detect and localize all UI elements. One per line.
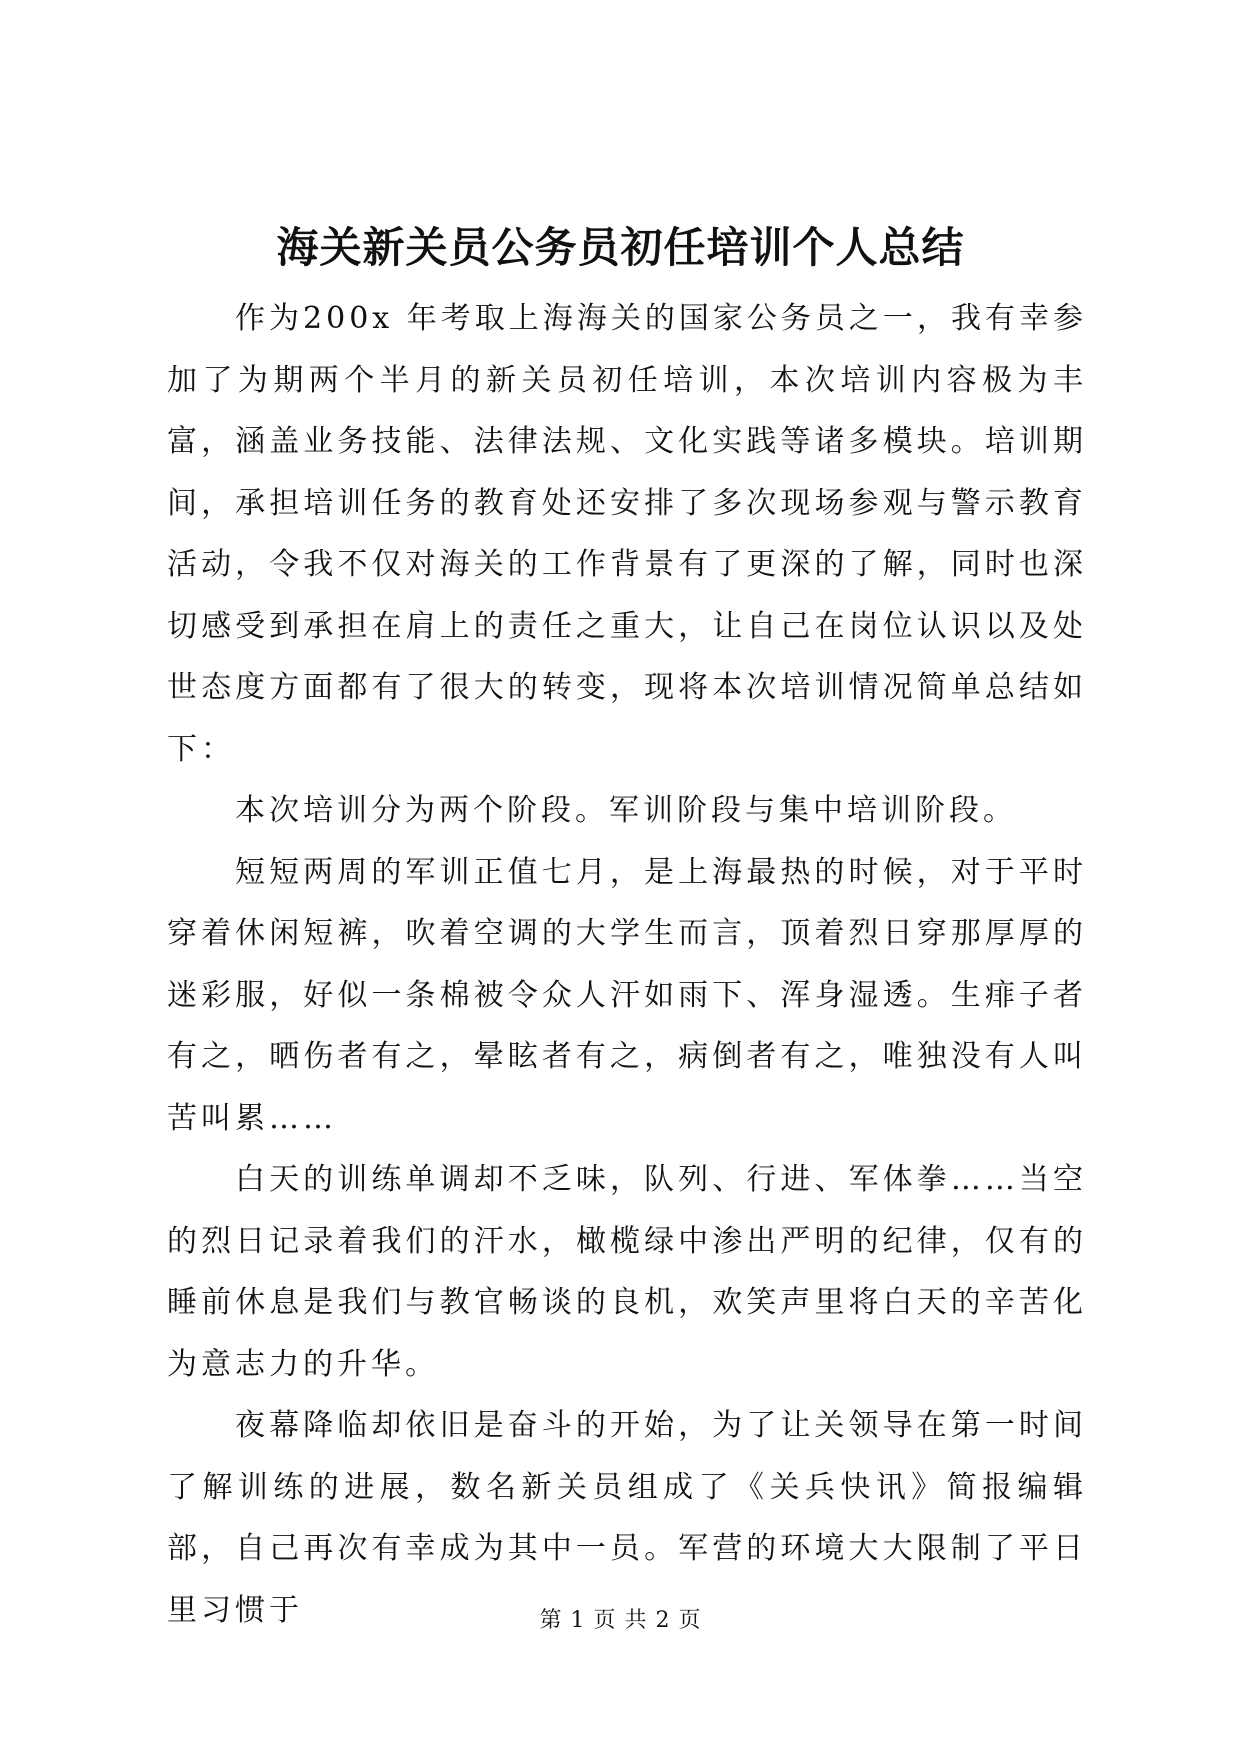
document-title: 海关新关员公务员初任培训个人总结 bbox=[276, 223, 965, 272]
document-body bbox=[167, 288, 1087, 1641]
paragraph-stages: 本次培训分为两个阶段。军训阶段与集中培训阶段。 bbox=[235, 793, 1017, 828]
paragraph-night-work: 夜幕降临却依旧是奋斗的开始，为了让关领导在第一时间了解训练的进展，数名新关员组成了《关兵快讯》简报编辑部，自己再次有幸成为其中一员。军营的环境大大限制了平日里习惯于 bbox=[167, 1408, 1087, 1628]
paragraph-daytime-training: 白天的训练单调却不乏味，队列、行进、军体拳……当空的烈日记录着我们的汗水，橄榄绿中渗出严明的纪律，仅有的睡前休息是我们与教官畅谈的良机，欢笑声里将白天的辛苦化为意志力的升华。 bbox=[167, 1162, 1087, 1382]
paragraph-military-training: 短短两周的军训正值七月，是上海最热的时候，对于平时穿着休闲短裤，吹着空调的大学生而言，顶着烈日穿那厚厚的迷彩服，好似一条棉被令众人汗如雨下、浑身湿透。生痱子者有之，晒伤者有之，晕眩者有之，病倒者有之，唯独没有人叫苦叫累…… bbox=[167, 854, 1087, 1136]
page-number: 第 1 页 共 2 页 bbox=[539, 1608, 702, 1633]
paragraph-intro: 作为200x 年考取上海海关的国家公务员之一，我有幸参加了为期两个半月的新关员初任培训，本次培训内容极为丰富，涵盖业务技能、法律法规、文化实践等诸多模块。培训期间，承担培训任务的教育处还安排了多次现场参观与警示教育活动，令我不仅对海关的工作背景有了更深的了解，同时也深切感受到承担在肩上的责任之重大，让自己在岗位认识以及处世态度方面都有了很大的转变，现将本次培训情况简单总结如下： bbox=[167, 301, 1087, 767]
